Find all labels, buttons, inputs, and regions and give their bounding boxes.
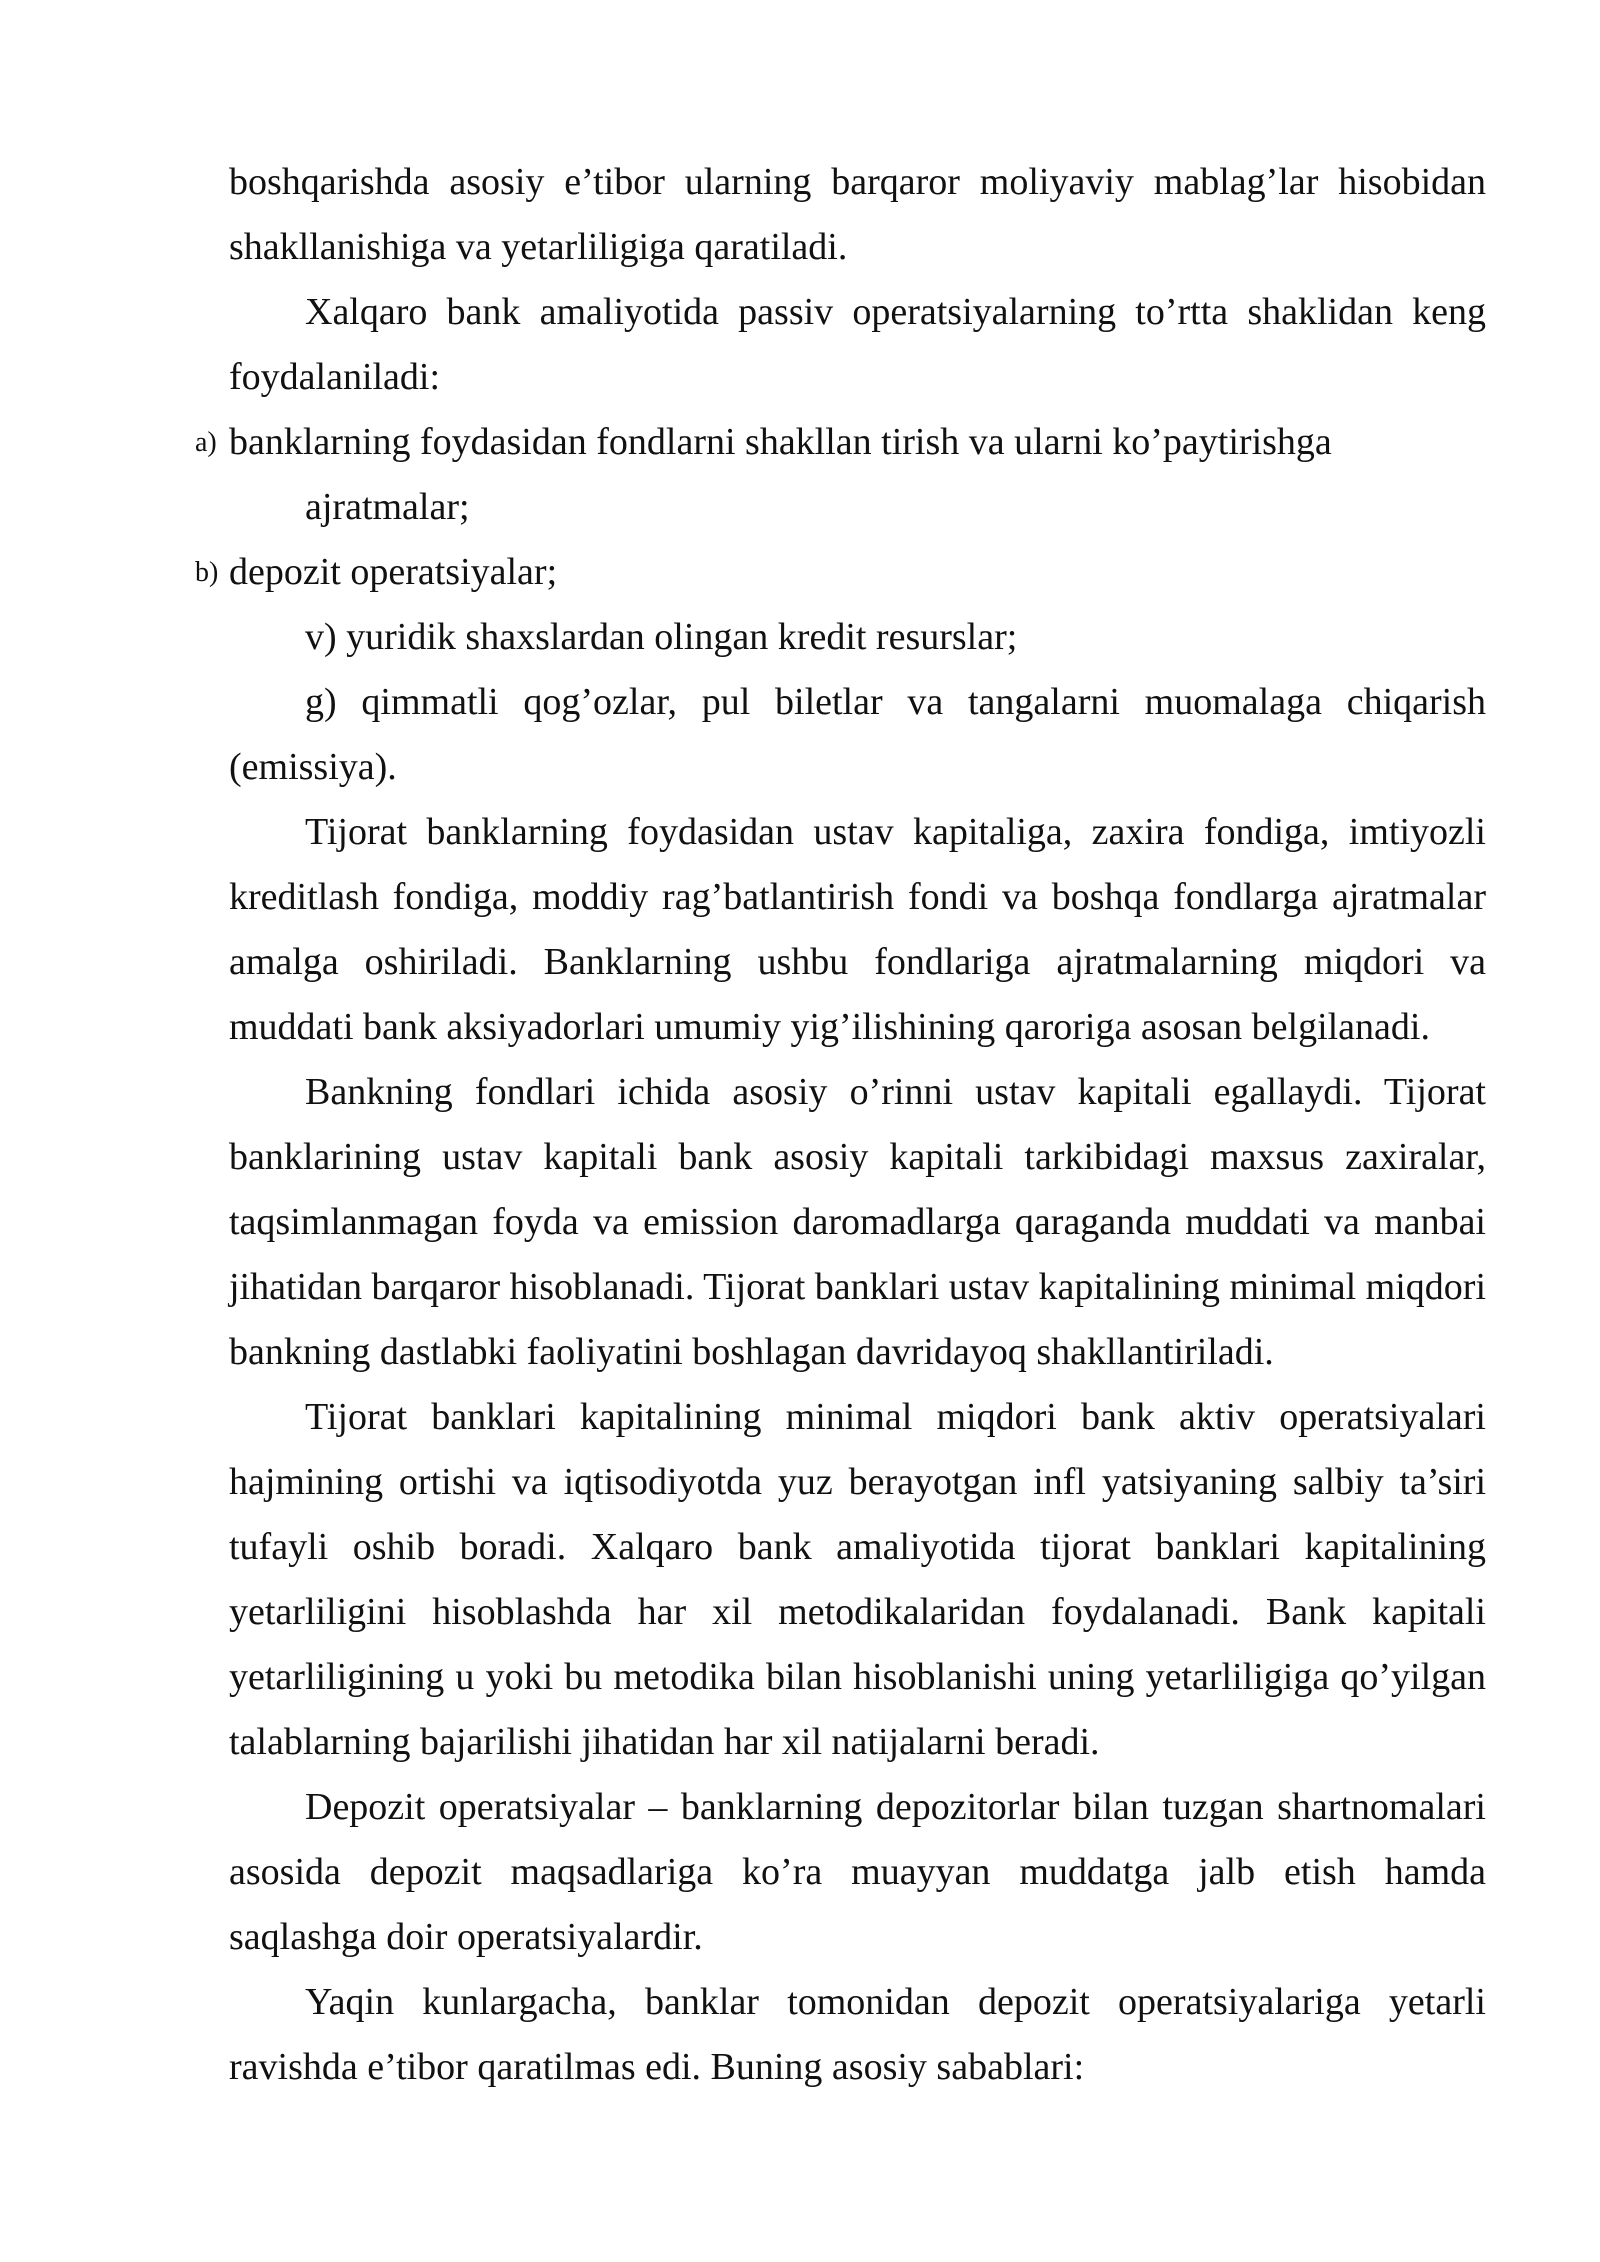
list-item-b xyxy=(195,540,1486,605)
list-item-a xyxy=(195,410,1486,540)
list-item-v: v) yuridik shaxslardan olingan kredit resurslar; xyxy=(305,616,1018,658)
paragraph-passive-operations-intro: Xalqaro bank amaliyotida passiv operatsiyalarning to’rtta shaklidan keng foydalaniladi: xyxy=(229,291,1486,398)
document-body xyxy=(195,150,1486,2100)
paragraph-deposit-operations-definition: Depozit operatsiyalar – banklarning depozitorlar bilan tuzgan shartnomalari asosida depozit maqsadlariga ko’ra muayyan muddatga jalb etish hamda saqlashga doir operatsiyalardir. xyxy=(229,1786,1486,1958)
paragraph-deposit-operations-reasons: Yaqin kunlargacha, banklar tomonidan depozit operatsiyalariga yetarli ravishda e’tibor qaratilmas edi. Buning asosiy sabablari: xyxy=(229,1981,1486,2088)
list-item-a-text-line1: banklarning foydasidan fondlarni shakllan tirish va ularni ko’paytirishga xyxy=(229,421,1332,463)
list-item-b-text: depozit operatsiyalar; xyxy=(229,551,558,593)
paragraph-charter-capital: Bankning fondlari ichida asosiy o’rinni ustav kapitali egallaydi. Tijorat banklarining ustav kapitali bank asosiy kapitali tarkibidagi maxsus zaxiralar, taqsimlanmagan foyda va emission daromadlarga qaraganda muddati va manbai jihatidan barqaror hisoblanadi. Tijorat banklari ustav kapitalining minimal miqdori bankning dastlabki faoliyatini boshlagan davridayoq shakllantiriladi. xyxy=(229,1071,1486,1373)
paragraph-continuation: boshqarishda asosiy e’tibor ularning barqaror moliyaviy mablag’lar hisobidan shakllanishiga va yetarliligiga qaratiladi. xyxy=(229,161,1486,268)
list-marker-b: b) xyxy=(195,557,219,588)
list-item-g: g) qimmatli qog’ozlar, pul biletlar va tangalarni muomalaga chiqarish (emissiya). xyxy=(229,681,1486,788)
paragraph-capital-adequacy: Tijorat banklari kapitalining minimal miqdori bank aktiv operatsiyalari hajmining ortishi va iqtisodiyotda yuz berayotgan infl yatsiyaning salbiy ta’siri tufayli oshib boradi. Xalqaro bank amaliyotida tijorat banklari kapitalining yetarliligini hisoblashda har xil metodikalaridan foydalanadi. Bank kapitali yetarliligining u yoki bu metodika bilan hisoblanishi uning yetarliligiga qo’yilgan talablarning bajarilishi jihatidan har xil natijalarni beradi. xyxy=(229,1396,1486,1763)
list-marker-a: a) xyxy=(195,427,217,458)
list-item-a-text-line2: ajratmalar; xyxy=(305,486,470,528)
paragraph-profit-allocations: Tijorat banklarning foydasidan ustav kapitaliga, zaxira fondiga, imtiyozli kreditlash fondiga, moddiy rag’batlantirish fondi va boshqa fondlarga ajratmalar amalga oshiriladi. Banklarning ushbu fondlariga ajratmalarning miqdori va muddati bank aksiyadorlari umumiy yig’ilishining qaroriga asosan belgilanadi. xyxy=(229,811,1486,1048)
